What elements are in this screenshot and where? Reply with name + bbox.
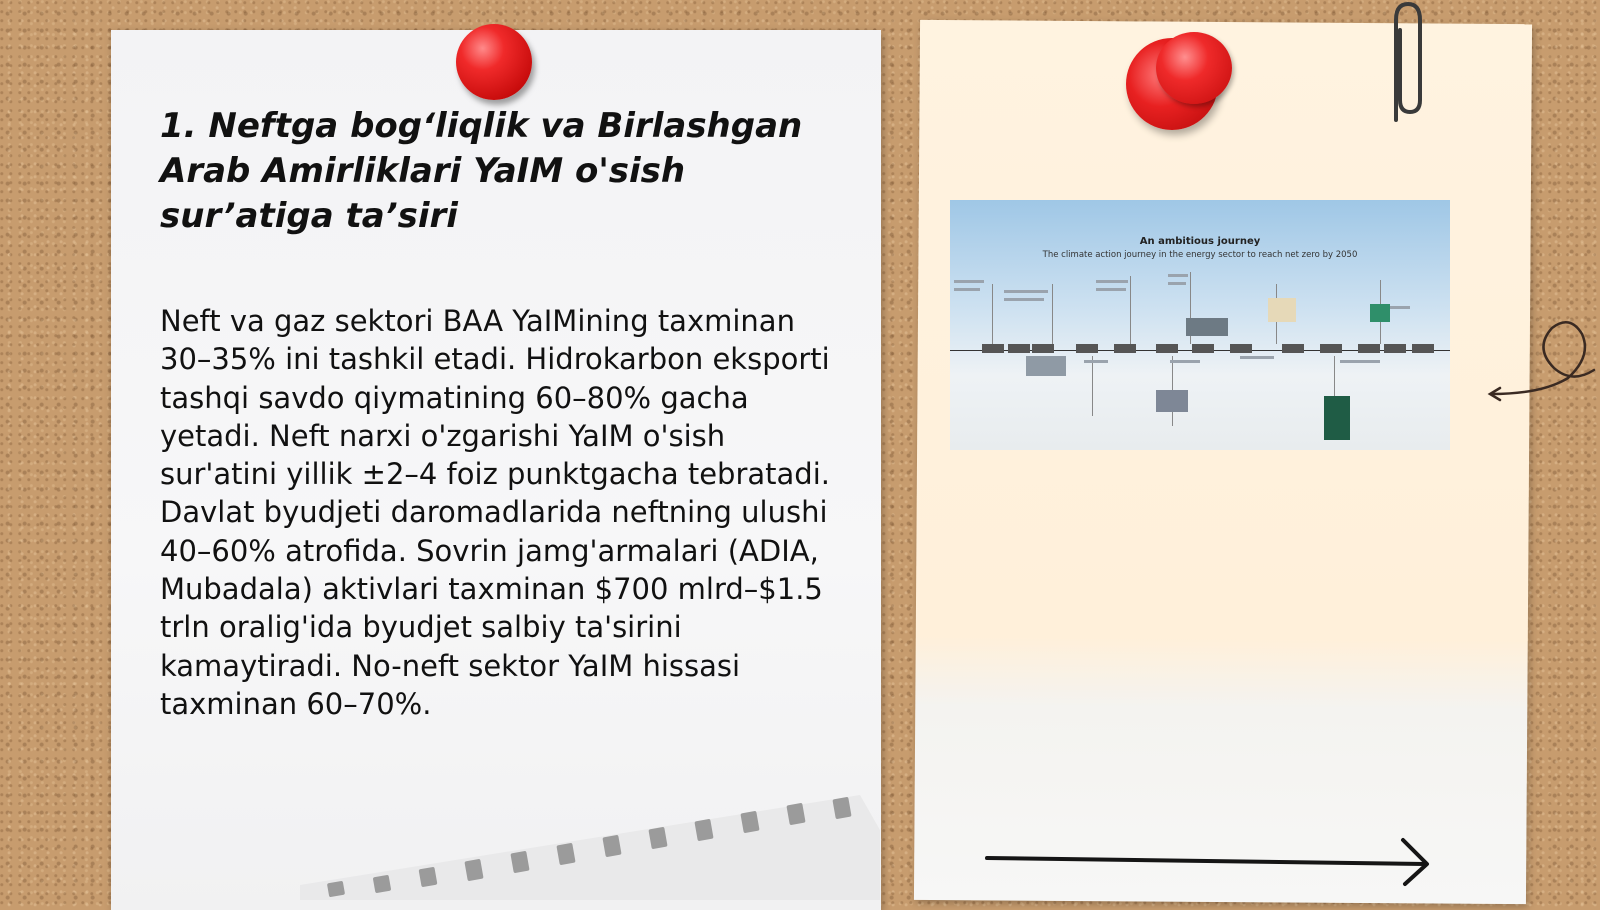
timeline-note bbox=[1004, 298, 1044, 301]
timeline-note bbox=[954, 280, 984, 283]
timeline-marker bbox=[1156, 344, 1178, 353]
timeline-photo bbox=[1026, 356, 1066, 376]
push-pin-icon bbox=[1156, 32, 1232, 104]
timeline-note bbox=[1240, 356, 1274, 359]
timeline-marker bbox=[1032, 344, 1054, 353]
timeline-connector bbox=[992, 284, 993, 344]
image-title: An ambitious journey bbox=[1139, 236, 1261, 247]
timeline-note bbox=[1168, 274, 1188, 277]
timeline-photo bbox=[1324, 396, 1350, 440]
timeline-marker bbox=[1230, 344, 1252, 353]
timeline-marker bbox=[1358, 344, 1380, 353]
timeline-marker bbox=[1320, 344, 1342, 353]
slide-body-text: Neft va gaz sektori BAA YaIMining taxminan 30–35% ini tashkil etadi. Hidrokarbon eksporti tashqi savdo qiymatining 60–80% gacha yetadi. Neft narxi o'zgarishi YaIM o'sish sur'atini yillik ±2–4 foiz punktgacha tebratadi. Davlat byudjeti daromadlarida neftning ulushi 40–60% atrofida. Sovrin jamg'armalari (ADIA, Mubadala) aktivlari taxminan $700 mlrd–$1.5 trln oralig'ida byudjet salbiy ta'sirini kamaytiradi. No-neft sektor YaIM hissasi taxminan 60–70%. bbox=[160, 304, 830, 721]
timeline-connector bbox=[1052, 284, 1053, 344]
torn-edge-decoration bbox=[300, 790, 880, 900]
timeline-connector bbox=[1092, 356, 1093, 416]
timeline-marker bbox=[1192, 344, 1214, 353]
timeline-marker bbox=[1114, 344, 1136, 353]
timeline-note bbox=[1340, 360, 1380, 363]
timeline-marker bbox=[1412, 344, 1434, 353]
timeline-marker bbox=[1384, 344, 1406, 353]
timeline-note bbox=[1096, 288, 1126, 291]
timeline-marker bbox=[982, 344, 1004, 353]
image-subtitle: The climate action journey in the energy sector to reach net zero by 2050 bbox=[1042, 250, 1358, 260]
paper-clip-icon bbox=[1378, 0, 1428, 125]
push-pin-icon bbox=[456, 24, 532, 100]
timeline-note bbox=[954, 288, 980, 291]
timeline-infographic-image bbox=[950, 200, 1450, 450]
arrow-icon bbox=[1482, 312, 1600, 408]
timeline-photo bbox=[1156, 390, 1188, 412]
timeline-note bbox=[1168, 282, 1186, 285]
timeline-photo bbox=[1370, 304, 1390, 322]
timeline-note bbox=[1170, 360, 1200, 363]
timeline-note bbox=[1096, 280, 1128, 283]
arrow-icon bbox=[985, 834, 1445, 888]
note-card-right bbox=[914, 20, 1532, 904]
timeline-note bbox=[1084, 360, 1108, 363]
timeline-photo bbox=[1186, 318, 1228, 336]
timeline-marker bbox=[1076, 344, 1098, 353]
timeline-photo bbox=[1268, 298, 1296, 322]
timeline-connector bbox=[1130, 276, 1131, 344]
timeline-marker bbox=[1008, 344, 1030, 353]
timeline-note bbox=[1388, 306, 1410, 309]
timeline-marker bbox=[1282, 344, 1304, 353]
slide-title: 1. Neftga bog‘liqlik va Birlashgan Arab Amirliklari YaIM o'sish sur’atiga ta’siri bbox=[160, 106, 803, 236]
timeline-note bbox=[1004, 290, 1048, 293]
